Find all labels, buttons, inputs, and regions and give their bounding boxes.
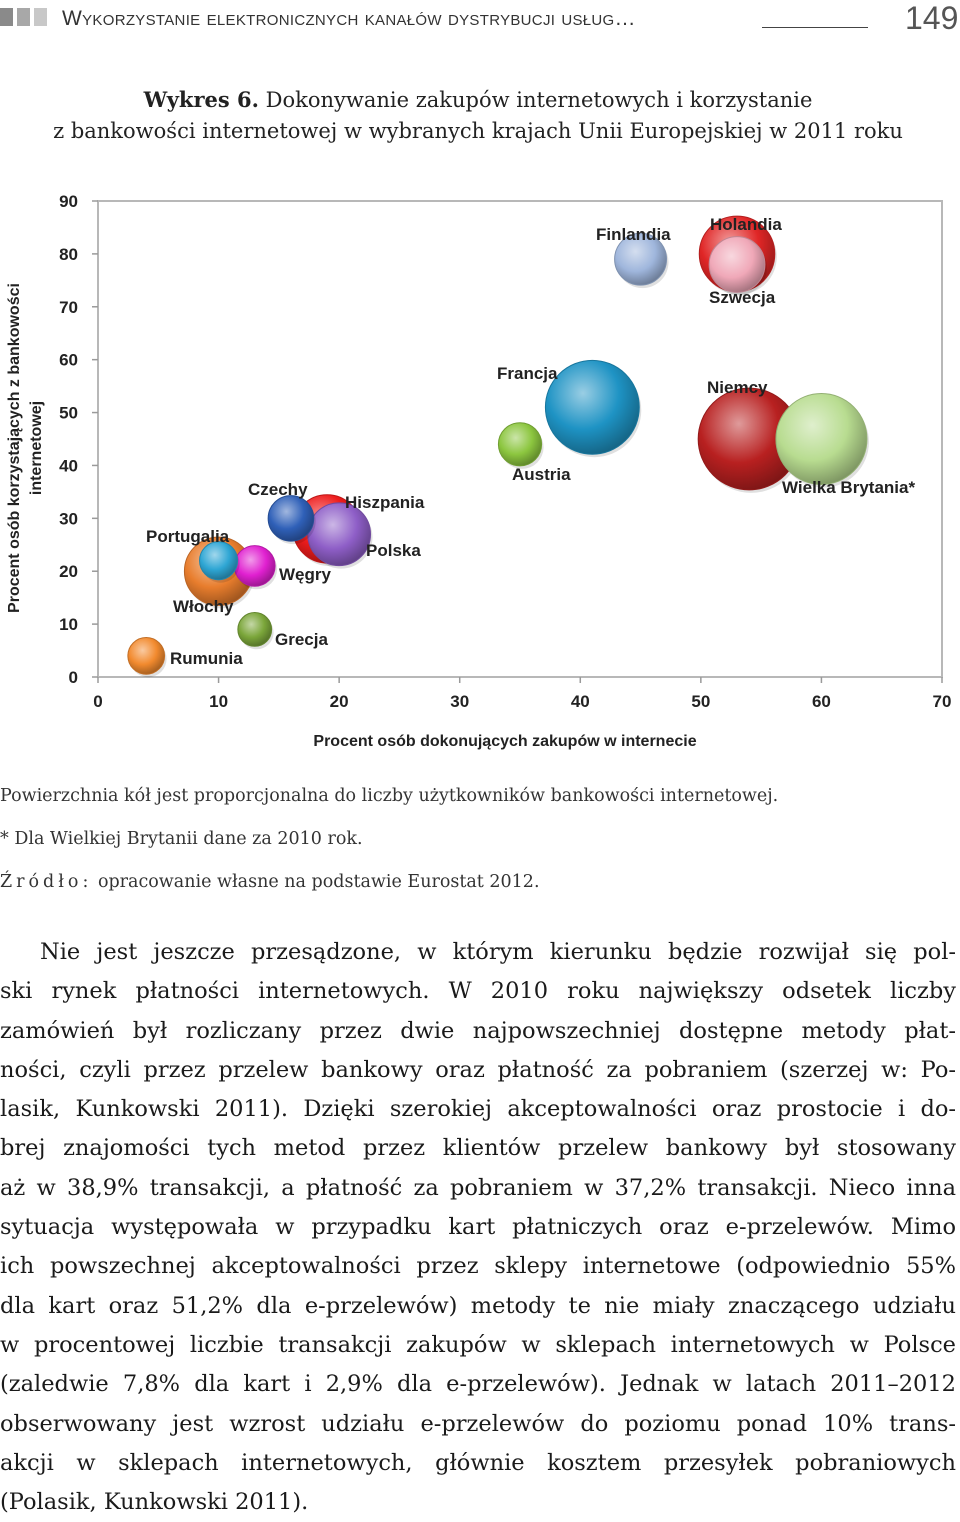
source-label: Źródło:	[0, 872, 93, 892]
bubble-marker	[776, 393, 867, 484]
header-square-light	[34, 8, 47, 26]
bubble-marker	[200, 542, 238, 580]
body-line: brej znajomości tych metod przez klientów przelew bankowy był stosowany	[0, 1135, 956, 1162]
x-tick-label: 30	[450, 692, 470, 711]
bubble-marker	[498, 423, 541, 466]
bubble-label: Węgry	[279, 565, 331, 584]
y-tick-label: 40	[59, 456, 78, 476]
source-note	[0, 861, 778, 904]
bubble-label: Austria	[512, 465, 571, 484]
x-tick-label: 40	[570, 692, 590, 711]
x-axis-title: Procent osób dokonujących zakupów w internecie	[313, 733, 697, 750]
bubble-label: Rumunia	[170, 649, 243, 668]
bubble-marker	[268, 496, 314, 542]
x-tick-label: 10	[209, 692, 229, 711]
x-tick-label: 70	[932, 692, 952, 711]
body-line: Nie jest jeszcze przesądzone, w którym kierunku będzie rozwijał się pol-	[40, 939, 956, 965]
bubble-marker	[238, 613, 272, 647]
y-tick-label: 20	[59, 562, 78, 582]
bubble-label: Grecja	[275, 630, 328, 649]
body-line: (zaledwie 7,8% dla kart i 2,9% dla e-przelewów). Jednak w latach 2011–2012	[0, 1371, 956, 1398]
bubble-label: Szwecja	[709, 288, 776, 307]
y-tick-label: 0	[68, 668, 78, 687]
bubble-chart	[0, 180, 960, 760]
body-line: lasik, Kunkowski 2011). Dzięki szerokiej akceptowalności oraz prostocie i do-	[0, 1096, 956, 1123]
figure-title-line2: z bankowości internetowej w wybranych krajach Unii Europejskiej w 2011 roku	[53, 119, 903, 143]
bubble-label: Włochy	[173, 597, 234, 616]
bubble-label: Francja	[497, 364, 558, 383]
body-line: dla kart oraz 51,2% dla e-przelewów) metody te nie miały znaczącego udziału	[0, 1292, 956, 1319]
source-text: opracowanie własne na podstawie Eurostat 2012.	[92, 872, 540, 892]
y-tick-label: 10	[59, 615, 78, 635]
bubble-marker	[709, 237, 765, 293]
body-line: obserwowany jest wzrost udziału e-przelewów do poziomu ponad 10% trans-	[0, 1410, 956, 1437]
y-axis-title-line1: Procent osób korzystających z bankowości	[6, 283, 23, 613]
page-number: 149	[905, 0, 959, 36]
body-paragraph	[0, 933, 956, 1522]
body-line: sytuacja występowała w przypadku kart płatniczych oraz e-przelewów. Mimo	[0, 1214, 956, 1241]
bubble-label: Portugalia	[146, 527, 230, 546]
bubble-label: Hiszpania	[345, 493, 425, 512]
x-tick-label: 20	[329, 692, 349, 711]
bubble-label: Polska	[366, 541, 421, 560]
running-title: Wykorzystanie elektronicznych kanałów dystrybucji usług…	[62, 7, 636, 30]
x-tick-label: 0	[93, 692, 103, 711]
y-axis-title-line2: internetowej	[28, 400, 45, 496]
y-tick-label: 80	[59, 244, 78, 264]
bubble-marker	[545, 360, 639, 454]
y-tick-label: 50	[59, 403, 78, 423]
bubble-label: Czechy	[248, 480, 308, 499]
body-line: ich powszechnej akceptowalności przez sklepy internetowe (odpowiednio 55%	[0, 1253, 956, 1280]
y-tick-label: 70	[59, 297, 78, 317]
figure-label: Wykres 6.	[143, 87, 259, 112]
page-header	[0, 0, 960, 40]
body-line: w procentowej liczbie transakcji zakupów w sklepach internetowych w Polsce	[0, 1331, 956, 1358]
bubble-marker	[308, 503, 371, 566]
body-line: ności, czyli przez przelew bankowy oraz płatność za pobraniem (szerzej w: Po-	[0, 1056, 956, 1083]
body-line: aż w 38,9% transakcji, a płatność za pobraniem w 37,2% transakcji. Nieco inna	[0, 1174, 956, 1201]
bubble-label: Wielka Brytania*	[782, 478, 916, 497]
note-uk-2010: * Dla Wielkiej Brytanii dane za 2010 rok.	[0, 829, 363, 849]
bubble-marker	[234, 546, 275, 587]
body-line: (Polasik, Kunkowski 2011).	[0, 1489, 309, 1516]
body-line: akcji w sklepach internetowych, głównie kosztem przesyłek pobraniowych	[0, 1449, 956, 1476]
header-square-mid	[17, 8, 30, 26]
x-tick-label: 60	[811, 692, 831, 711]
x-tick-label: 50	[691, 692, 711, 711]
y-tick-label: 30	[59, 509, 78, 529]
figure-caption	[0, 84, 956, 147]
bubble-label: Finlandia	[596, 225, 671, 244]
body-line: ski rynek płatności internetowych. W 2010 roku największy odsetek liczby	[0, 978, 956, 1005]
body-line: zamówień był rozliczany przez dwie najpowszechniej dostępne metody płat-	[0, 1017, 956, 1044]
figure-title-line1: Dokonywanie zakupów internetowych i korzystanie	[265, 88, 813, 112]
header-square-dark	[0, 8, 13, 26]
bubble-marker	[128, 637, 165, 674]
y-tick-label: 90	[59, 192, 78, 211]
note-area-proportional: Powierzchnia kół jest proporcjonalna do liczby użytkowników bankowości internetowej.	[0, 786, 779, 806]
y-tick-label: 60	[59, 350, 78, 370]
bubble-label: Niemcy	[707, 378, 768, 397]
figure-notes	[0, 775, 778, 904]
header-rule	[762, 27, 868, 28]
bubble-label: Holandia	[710, 215, 782, 234]
